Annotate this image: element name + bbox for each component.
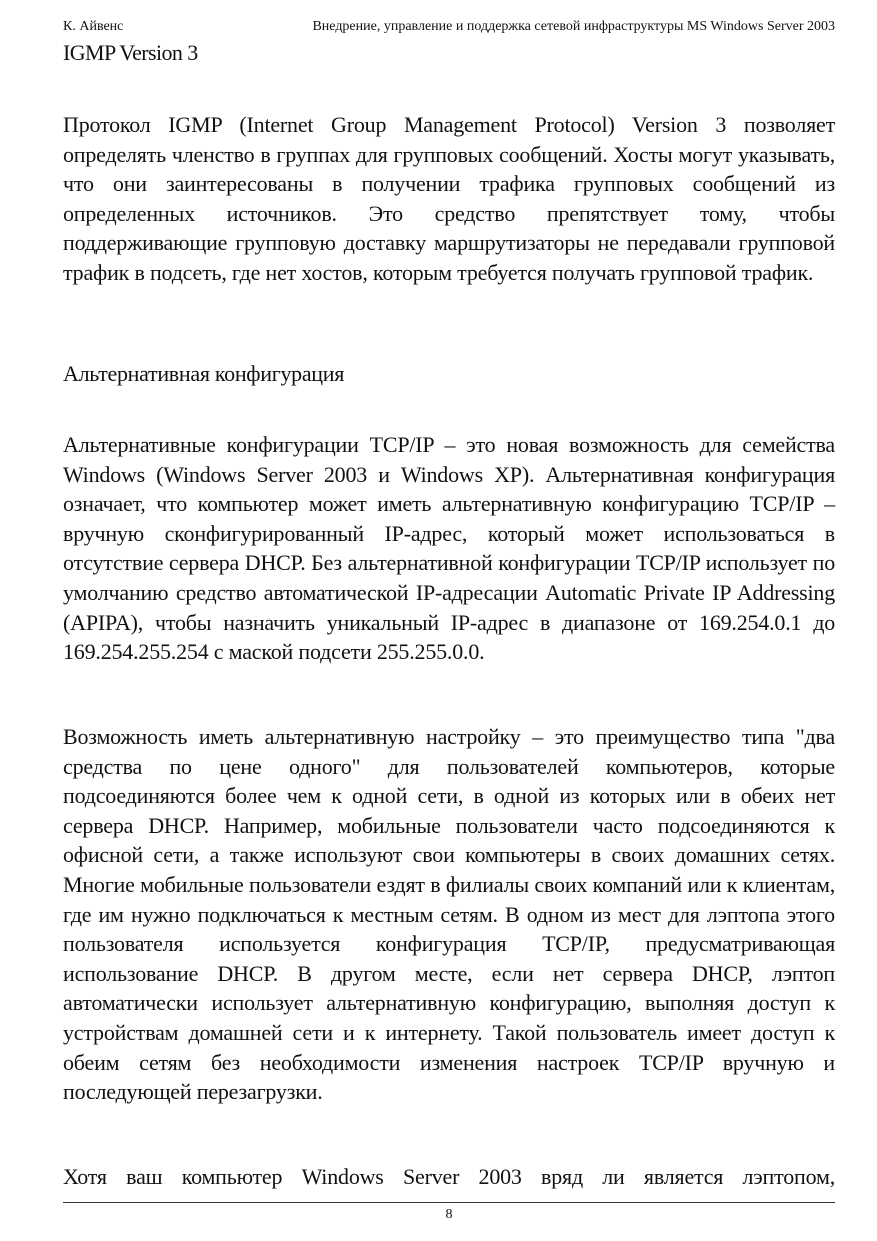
running-header bbox=[63, 18, 835, 36]
paragraph-igmp: Протокол IGMP (Internet Group Management Protocol) Version 3 позволяет определять членство в группах для групповых сообщений. Хосты могут указывать, что они заинтересованы в получении трафика групповых сообщений из определенных источников. Это средство препятствует тому, чтобы поддерживающие групповую доставку маршрутизаторы не передавали групповой трафик в подсеть, где нет хостов, которым требуется получать групповой трафик. bbox=[63, 112, 835, 285]
paragraph-server-note: Хотя ваш компьютер Windows Server 2003 вряд ли является лэптопом, bbox=[63, 1164, 835, 1189]
page-number: 8 bbox=[445, 1207, 453, 1222]
header-author: К. Айвенс bbox=[63, 19, 124, 34]
section-title: IGMP Version 3 bbox=[63, 40, 198, 65]
header-book-title: Внедрение, управление и поддержка сетевой инфраструктуры MS Windows Server 2003 bbox=[312, 19, 835, 34]
subheading-alternative-config: Альтернативная конфигурация bbox=[63, 361, 345, 386]
footer-divider bbox=[63, 1202, 835, 1203]
paragraph-alt-config-intro: Альтернативные конфигурации TCP/IP – это новая возможность для семейства Windows (Windows Server 2003 и Windows XP). Альтернативная конфигурация означает, что компьютер может иметь альтернативную конфигурацию TCP/IP – вручную сконфигурированный IP-адрес, который может использоваться в отсутствие сервера DHCP. Без альтернативной конфигурации TCP/IP использует по умолчанию средство автоматической IP-адресации Automatic Private IP Addressing (APIPA), чтобы назначить уникальный IP-адрес в диапазоне от 169.254.0.1 до 169.254.255.254 с маской подсети 255.255.0.0. bbox=[63, 432, 835, 665]
paragraph-alt-config-benefit: Возможность иметь альтернативную настройку – это преимущество типа "два средства по цене одного" для пользователей компьютеров, которые подсоединяются более чем к одной сети, в одной из которых или в обеих нет сервера DHCP. Например, мобильные пользователи часто подсоединяются к офисной сети, а также используют свои компьютеры в своих домашних сетях. Многие мобильные пользователи ездят в филиалы своих компаний или к клиентам, где им нужно подключаться к местным сетям. В одном из мест для лэптопа этого пользователя используется конфигурация TCP/IP, предусматривающая использование DHCP. В другом месте, если нет сервера DHCP, лэптоп автоматически использует альтернативную конфигурацию, выполняя доступ к устройствам домашней сети и к интернету. Такой пользователь имеет доступ к обеим сетям без необходимости изменения настроек TCP/IP вручную и последующей перезагрузки. bbox=[63, 724, 835, 1105]
